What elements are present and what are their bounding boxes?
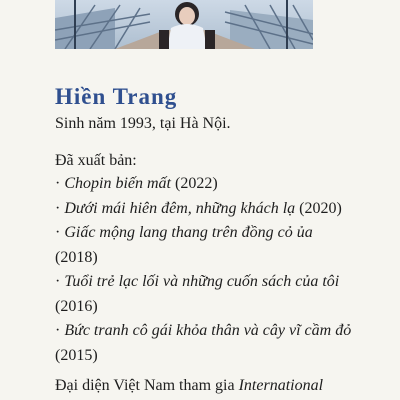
- publication-year: (2015): [55, 346, 98, 364]
- publication-year: (2018): [55, 248, 98, 266]
- representation-prefix: Đại diện Việt Nam tham gia: [55, 377, 239, 394]
- publication-bullet: ·: [55, 273, 65, 290]
- publication-title: Chopin biến mất: [64, 175, 171, 192]
- publication-title: Bức tranh cô gái khỏa thân và cây vĩ cầm đỏ: [64, 322, 352, 339]
- publication-item: [55, 197, 355, 222]
- publications-heading: Đã xuất bản:: [55, 152, 137, 169]
- publication-item: [55, 221, 355, 270]
- representation-text: [55, 375, 355, 397]
- publication-bullet: ·: [55, 199, 65, 217]
- publication-title: Tuổi trẻ lạc lối và những cuốn sách của tôi: [64, 273, 340, 290]
- author-name: Hiền Trang: [55, 84, 178, 109]
- representation-italic: International: [238, 377, 324, 394]
- publication-bullet: ·: [55, 322, 65, 339]
- publication-year: (2016): [55, 297, 98, 315]
- publication-bullet: ·: [55, 175, 65, 192]
- publication-title: Giấc mộng lang thang trên đồng cỏ ủa: [64, 224, 313, 241]
- author-info: [55, 84, 355, 397]
- publication-item: [55, 319, 355, 368]
- publication-item: [55, 270, 355, 319]
- publication-title: Dưới mái hiên đêm, những khách lạ: [64, 199, 296, 217]
- author-photo: [55, 0, 313, 49]
- publication-item: [55, 172, 355, 197]
- publication-year: (2020): [295, 199, 342, 217]
- publication-year: (2022): [171, 175, 218, 192]
- author-bio: Sinh năm 1993, tại Hà Nội.: [55, 115, 231, 132]
- publication-bullet: ·: [55, 224, 65, 241]
